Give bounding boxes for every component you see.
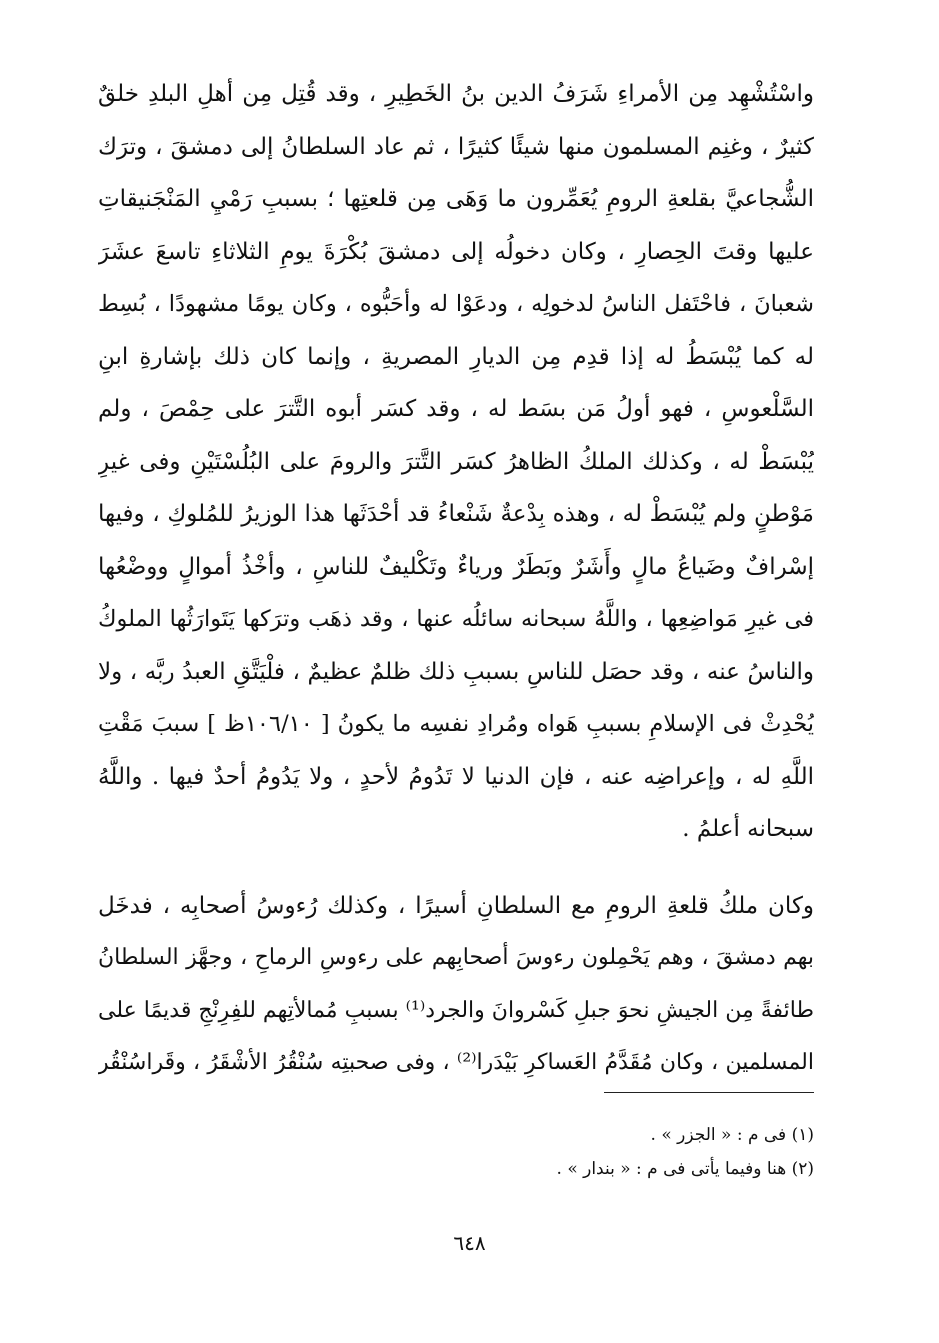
main-text [98, 68, 814, 1090]
text-line: إسْرافٌ وضَياعُ مالٍ وأَشَرٌ وبَطَرٌ ورياءٌ وتَكْليفٌ للناسِ ، وأخْذُ أموالٍ ووضْعُها [98, 553, 814, 580]
footnotes [400, 1118, 814, 1186]
paragraph-2 [98, 880, 814, 1090]
text-line: السَّلْعوسِ ، فهو أولُ مَن بسَط له ، وقد كسَر أبوه التَّترَ على حِمْصَ ، ولم [98, 396, 814, 422]
text-line: واسْتُشْهِد مِن الأمراءِ شَرَفُ الدين بنُ الخَطِيرِ ، وقد قُتِل مِن أهلِ البلدِ خلقٌ [98, 81, 814, 107]
text-line: فى غيرِ مَواضِعِها ، واللَّهُ سبحانه سائلُه عنها ، وقد ذهَب وترَكها يَتَوارَثُها الملوكُ [98, 606, 814, 632]
paragraph-1 [98, 68, 814, 856]
paragraph-gap [98, 856, 814, 880]
text-line: مَوْطنٍ ولم يُبْسَطْ له ، وهذه بِدْعةٌ شَنْعاءُ قد أحْدَثَها هذا الوزيرُ للمُلوكِ ، وفيها [98, 501, 814, 527]
footnote-1: (١) فى م : « الجزر » . [650, 1125, 814, 1145]
text-line: كثيرٌ ، وغنِم المسلمون منها شيئًا كثيرًا ، ثم عاد السلطانُ إلى دمشقَ ، وترَك [98, 133, 814, 160]
text-line: وكان ملكُ قلعةِ الرومِ مع السلطانِ أسيرًا ، وكذلك رُءوسُ أصحابِه ، فدخَل [98, 892, 814, 919]
text-line: الشُّجاعيَّ بقلعةِ الرومِ يُعَمِّرون ما وَهَى مِن قلعتِها ؛ بسببِ رَمْيِ المَنْجَنيقاتِ [98, 186, 814, 212]
text-line: عليها وقتَ الحِصارِ ، وكان دخولُه إلى دمشقَ بُكْرَةَ يومِ الثلاثاءِ تاسعَ عشَرَ [98, 238, 814, 265]
text-line: اللَّهِ له ، وإعراضِه عنه ، فإن الدنيا لا تَدُومُ لأحدٍ ، ولا يَدُومُ أحدٌ فيها . واللَّهُ [98, 763, 814, 790]
text-line: له كما يُبْسَطُ له إذا قدِم مِن الديارِ المصريةِ ، وإنما كان ذلك بإشارةِ ابنِ [98, 343, 814, 370]
text-line: بهم دمشقَ ، وهم يَحْمِلون رءوسَ أصحابِهم على رءوسِ الرماحِ ، وجهَّز السلطانُ [98, 945, 814, 970]
text-line: يُبْسَطْ له ، وكذلك الملكُ الظاهرُ كسَر التَّترَ والرومَ على البُلُسْتَيْنِ وفى غيرِ [98, 448, 814, 475]
text-line: المسلمين ، وكان مُقَدَّمُ العَساكرِ بَيْدَرا⁽²⁾ ، وفى صحبتِه سُنْقُرُ الأشْقَرُ ، وقَراسُنْقُر [98, 1050, 814, 1075]
page-number: ٦٤٨ [453, 1231, 486, 1255]
footnote-divider [604, 1092, 814, 1093]
text-line: والناسُ عنه ، وقد حصَل للناسِ بسببِ ذلك ظلمٌ عظيمٌ ، فلْيَتَّقِ العبدُ ربَّه ، ولا [98, 658, 814, 685]
text-line: سبحانه أعلمُ . [682, 816, 814, 842]
text-line: شعبانَ ، فاحْتَفل الناسُ لدخولِه ، ودعَوْا له وأحَبُّوه ، وكان يومًا مشهودًا ، بُسِط [98, 291, 814, 317]
text-line: يُحْدِثْ فى الإسلامِ بسببِ هَواه ومُرادِ نفسِه ما يكونُ [ ١٠٦/١٠ظ ] سببَ مَقْتِ [98, 711, 814, 737]
footnote-2: (٢) هنا وفيما يأتى فى م : « بندار » . [556, 1159, 814, 1179]
text-line: طائفةً مِن الجيشِ نحوَ جبلِ كَسْروانَ والجرد⁽¹⁾ بسببِ مُمالأتِهم للفِرِنْجِ قديمًا على [98, 997, 814, 1023]
